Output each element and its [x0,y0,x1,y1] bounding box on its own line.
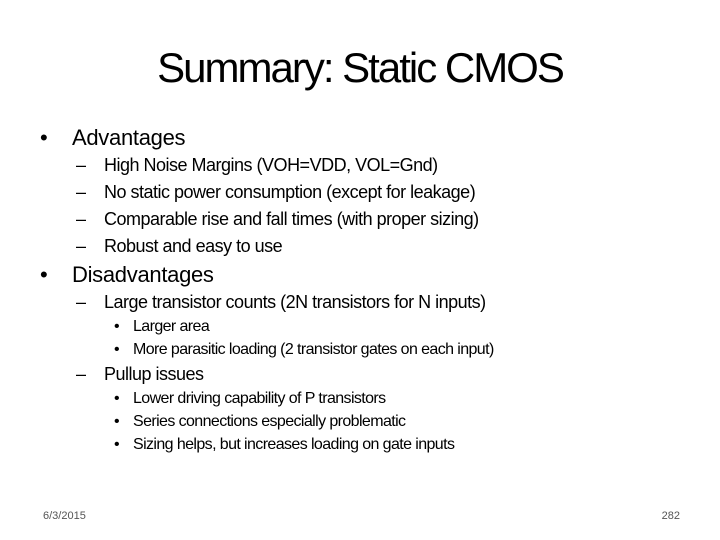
disadvantage-subitem: Larger area [133,318,210,335]
dash-marker: – [76,236,86,256]
bullet-marker: • [114,341,120,358]
advantages-heading: Advantages [72,125,186,150]
disadvantage-subitem: More parasitic loading (2 transistor gates on each input) [133,341,494,358]
bullet-marker: • [114,436,120,453]
disadvantage-subitem: Sizing helps, but increases loading on gate inputs [133,436,455,453]
dash-marker: – [76,292,86,312]
slide-page-number: 282 [661,510,680,522]
bullet-marker: • [40,125,48,150]
disadvantage-subitem: Series connections especially problematic [133,413,406,430]
disadvantage-item: Large transistor counts (2N transistors for N inputs) [104,292,486,312]
bullet-marker: • [114,413,120,430]
advantage-item: High Noise Margins (VOH=VDD, VOL=Gnd) [104,155,438,175]
advantage-item: No static power consumption (except for leakage) [104,182,476,202]
advantage-item: Comparable rise and fall times (with proper sizing) [104,209,479,229]
disadvantage-item: Pullup issues [104,364,204,384]
bullet-marker: • [114,318,120,335]
advantage-item: Robust and easy to use [104,236,283,256]
dash-marker: – [76,209,86,229]
bullet-marker: • [40,262,48,287]
dash-marker: – [76,182,86,202]
dash-marker: – [76,155,86,175]
slide-title: Summary: Static CMOS [157,44,563,91]
slide-date: 6/3/2015 [43,510,86,522]
disadvantage-subitem: Lower driving capability of P transistors [133,390,386,407]
bullet-marker: • [114,390,120,407]
dash-marker: – [76,364,86,384]
disadvantages-heading: Disadvantages [72,262,214,287]
